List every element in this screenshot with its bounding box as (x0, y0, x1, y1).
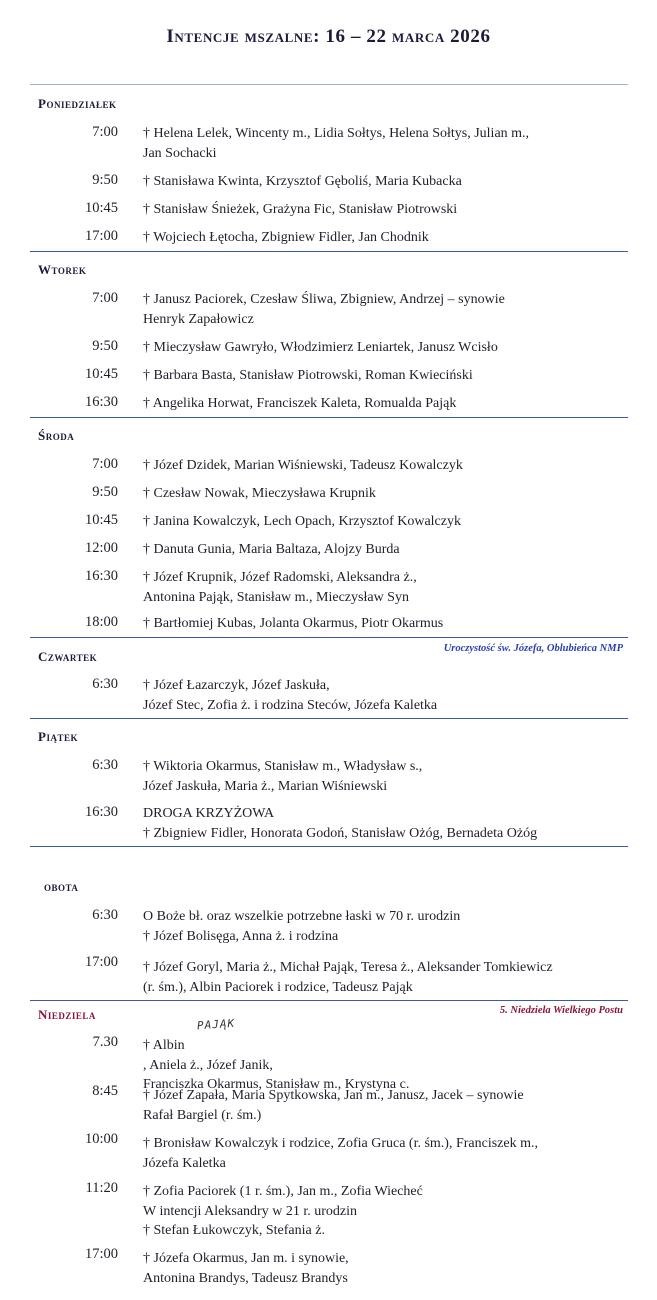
divider (30, 84, 628, 85)
mass-intention: † Janusz Paciorek, Czesław Śliwa, Zbigniew, Andrzej – synowie Henryk Zapałowicz (143, 292, 505, 327)
feast-note: Uroczystość św. Józefa, Oblubieńca NMP (443, 643, 623, 654)
handwritten-annotation: PAJĄK (196, 1016, 236, 1033)
mass-time: 17:00 (84, 228, 118, 244)
divider (30, 417, 628, 418)
mass-intention: † Józef Zapała, Maria Spytkowska, Jan m., Janusz, Jacek – synowie Rafał Bargiel (r. śm.) (143, 1088, 524, 1123)
mass-intention: † Józef Łazarczyk, Józef Jaskuła, Józef Stec, Zofia ż. i rodzina Steców, Józefa Kaletka (143, 678, 438, 713)
title-year: 2026 (450, 26, 491, 47)
mass-intention: † Barbara Basta, Stanisław Piotrowski, Roman Kwieciński (143, 368, 473, 383)
mass-time: 10:45 (84, 366, 118, 382)
mass-intention: † Bartłomiej Kubas, Jolanta Okarmus, Piotr Okarmus (143, 616, 444, 631)
mass-intention: † Stanisław Śnieżek, Grażyna Fic, Stanisław Piotrowski (143, 202, 458, 217)
title-prefix: Intencje mszalne: (166, 26, 321, 47)
divider (30, 637, 628, 638)
mass-time: 8:45 (92, 1083, 118, 1099)
mass-time: 9:50 (92, 484, 118, 500)
mass-time: 6:30 (92, 907, 118, 923)
mass-intention: † Józefa Okarmus, Jan m. i synowie, Antonina Brandys, Tadeusz Brandys (143, 1251, 349, 1286)
day-heading-thursday: Czwartek (38, 649, 98, 664)
mass-time: 17:00 (84, 954, 118, 970)
divider (30, 718, 628, 719)
mass-intention: DROGA KRZYŻOWA † Zbigniew Fidler, Honorata Godoń, Stanisław Ożóg, Bernadeta Ożóg (143, 806, 538, 841)
page-title (0, 26, 657, 48)
mass-intention: † Helena Lelek, Wincenty m., Lidia Sołtys, Helena Sołtys, Julian m., Jan Sochacki (143, 126, 530, 161)
mass-intention: † Józef Dzidek, Marian Wiśniewski, Tadeusz Kowalczyk (143, 458, 463, 473)
mass-intention: † Józef Goryl, Maria ż., Michał Pająk, Teresa ż., Aleksander Tomkiewicz (r. śm.), Albin Paciorek i rodzice, Tadeusz Pająk (143, 960, 553, 995)
mass-time: 9:50 (92, 172, 118, 188)
title-month: marca (391, 26, 445, 47)
mass-time: 11:20 (85, 1180, 118, 1196)
mass-time: 16:30 (84, 394, 118, 410)
day-heading-friday: Piątek (38, 729, 78, 744)
divider (30, 251, 628, 252)
mass-time: 7:00 (92, 290, 118, 306)
mass-time: 18:00 (84, 614, 118, 630)
feast-note: 5. Niedziela Wielkiego Postu (499, 1005, 623, 1016)
mass-intention: † Czesław Nowak, Mieczysława Krupnik (143, 486, 376, 501)
mass-intention: † Zofia Paciorek (1 r. śm.), Jan m., Zofia Wiecheć W intencji Aleksandry w 21 r. urodzin † Stefan Łukowczyk, Stefania ż. (143, 1184, 423, 1238)
mass-intention: † Stanisława Kwinta, Krzysztof Gęboliś, Maria Kubacka (143, 174, 462, 189)
mass-intention: † Angelika Horwat, Franciszek Kaleta, Romualda Pająk (143, 396, 457, 411)
mass-time: 7:00 (92, 124, 118, 140)
day-heading-wednesday: Środa (38, 428, 75, 443)
mass-time: 16:30 (84, 804, 118, 820)
mass-intention: † Bronisław Kowalczyk i rodzice, Zofia Gruca (r. śm.), Franciszek m., Józefa Kaletka (143, 1136, 538, 1171)
divider (30, 846, 628, 847)
mass-intention: † Wiktoria Okarmus, Stanisław m., Władysław s., Józef Jaskuła, Maria ż., Marian Wiśniewski (143, 759, 423, 794)
mass-intention: † Józef Krupnik, Józef Radomski, Aleksandra ż., Antonina Pająk, Stanisław m., Mieczysław Syn (143, 570, 417, 605)
mass-time: 16:30 (84, 568, 118, 584)
mass-intention: O Boże bł. oraz wszelkie potrzebne łaski w 70 r. urodzin † Józef Bolisęga, Anna ż. i rodzina (143, 909, 461, 944)
mass-time: 10:45 (84, 200, 118, 216)
mass-time: 10:00 (84, 1131, 118, 1147)
day-heading-monday: Poniedziałek (38, 96, 117, 111)
mass-time: 10:45 (84, 512, 118, 528)
mass-time: 7:00 (92, 456, 118, 472)
day-heading-sunday: Niedziela (38, 1007, 96, 1022)
mass-time: 6:30 (92, 676, 118, 692)
divider (30, 1000, 628, 1001)
mass-time: 6:30 (92, 757, 118, 773)
mass-intention: † Janina Kowalczyk, Lech Opach, Krzysztof Kowalczyk (143, 514, 461, 529)
mass-intention: † Wojciech Łętocha, Zbigniew Fidler, Jan Chodnik (143, 230, 429, 245)
mass-time: 17:00 (84, 1246, 118, 1262)
title-dates: 16 – 22 (325, 26, 387, 47)
mass-intention: † Albin , Aniela ż., Józef Janik, Franciszka Okarmus, Stanisław m., Krystyna c. (143, 1038, 410, 1092)
mass-time: 12:00 (84, 540, 118, 556)
mass-intention: † Mieczysław Gawryło, Włodzimierz Leniartek, Janusz Wcisło (143, 340, 498, 355)
day-heading-tuesday: Wtorek (38, 262, 87, 277)
mass-intention: † Danuta Gunia, Maria Baltaza, Alojzy Burda (143, 542, 400, 557)
mass-time: 7.30 (92, 1034, 118, 1050)
mass-time: 9:50 (92, 338, 118, 354)
day-heading-saturday: obota (44, 879, 79, 894)
